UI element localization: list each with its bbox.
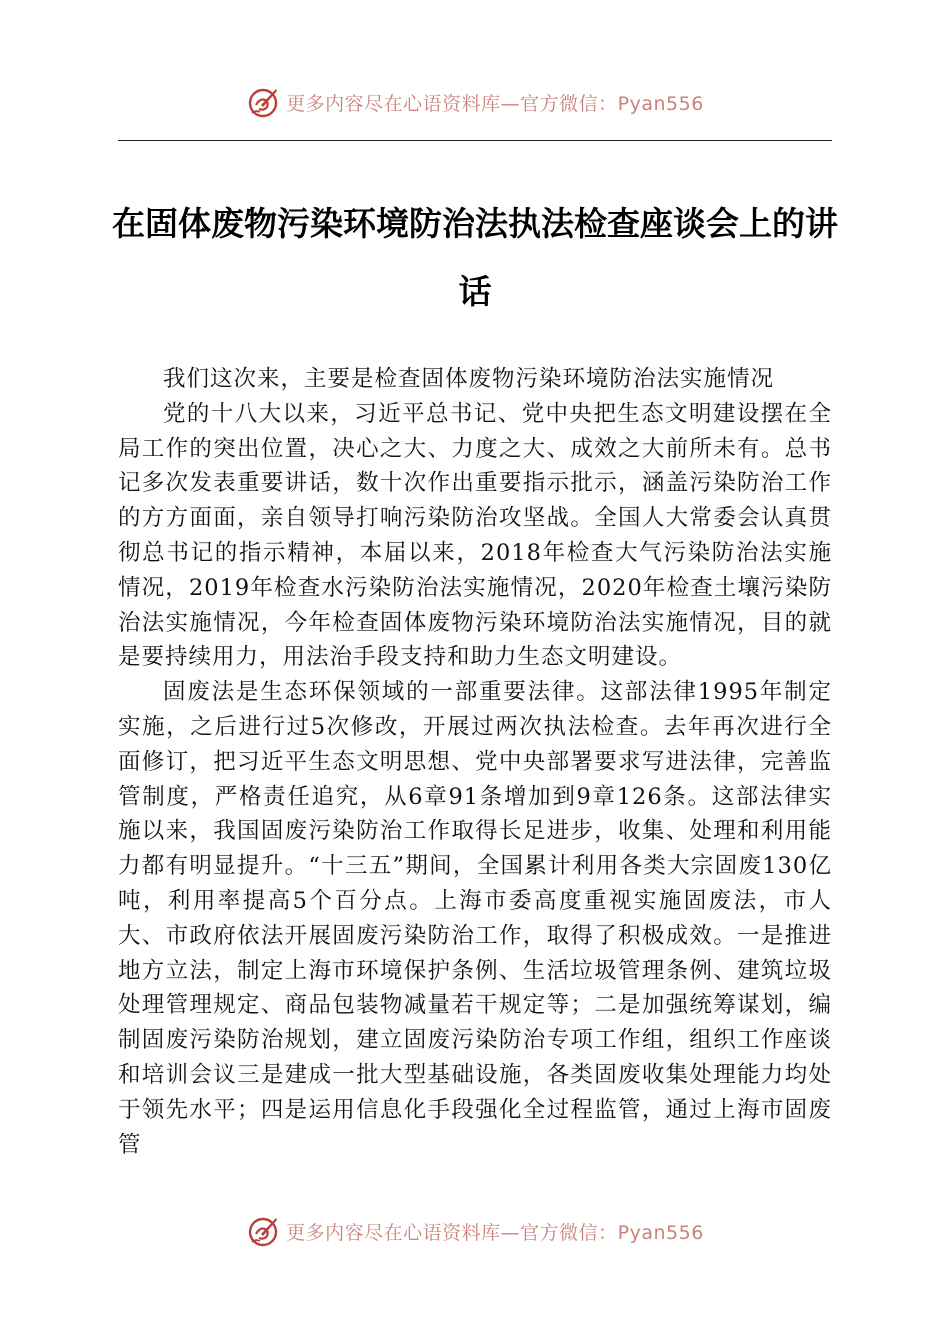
quill-seal-logo-icon	[246, 1214, 280, 1248]
header-divider	[118, 140, 832, 141]
paragraph: 我们这次来，主要是检查固体废物污染环境防治法实施情况	[163, 366, 775, 392]
paragraph: 党的十八大以来，习近平总书记、党中央把生态文明建设摆在全局工作的突出位置，决心之大、力度之大、成效之大前所未有。总书记多次发表重要讲话，数十次作出重要指示批示，涵盖污染防治工作的方方面面，亲自领导打响污染防治攻坚战。全国人大常委会认真贯彻总书记的指示精神，本届以来，2018年检查大气污染防治法实施情况，2019年检查水污染防治法实施情况，2020年检查土壤污染防治法实施情况，今年检查固体废物污染环境防治法实施情况，目的就是要持续用力，用法治手段支持和助力生态文明建设。	[118, 400, 832, 671]
quill-seal-logo-icon	[246, 85, 280, 119]
header-banner-text: 更多内容尽在心语资料库—官方微信：Pyan556	[286, 92, 704, 115]
header-banner	[0, 82, 950, 122]
document-body	[118, 362, 832, 1162]
paragraph: 固废法是生态环保领域的一部重要法律。这部法律1995年制定实施，之后进行过5次修改，开展过两次执法检查。去年再次进行全面修订，把习近平生态文明思想、党中央部署要求写进法律，完善监管制度，严格责任追究，从6章91条增加到9章126条。这部法律实施以来，我国固废污染防治工作取得长足进步，收集、处理和利用能力都有明显提升。“十三五”期间，全国累计利用各类大宗固废130亿吨，利用率提高5个百分点。上海市委高度重视实施固废法，市人大、市政府依法开展固废污染防治工作，取得了积极成效。一是推进地方立法，制定上海市环境保护条例、生活垃圾管理条例、建筑垃圾处理管理规定、商品包装物减量若干规定等；二是加强统筹谋划，编制固废污染防治规划，建立固废污染防治专项工作组，组织工作座谈和培训会议三是建成一批大型基础设施，各类固废收集处理能力均处于领先水平；四是运用信息化手段强化全过程监管，通过上海市固废管	[118, 679, 832, 1158]
document-title: 在固体废物污染环境防治法执法检查座谈会上的讲话	[112, 204, 838, 311]
footer-banner-text: 更多内容尽在心语资料库—官方微信：Pyan556	[286, 1221, 704, 1244]
footer-banner	[0, 1211, 950, 1251]
